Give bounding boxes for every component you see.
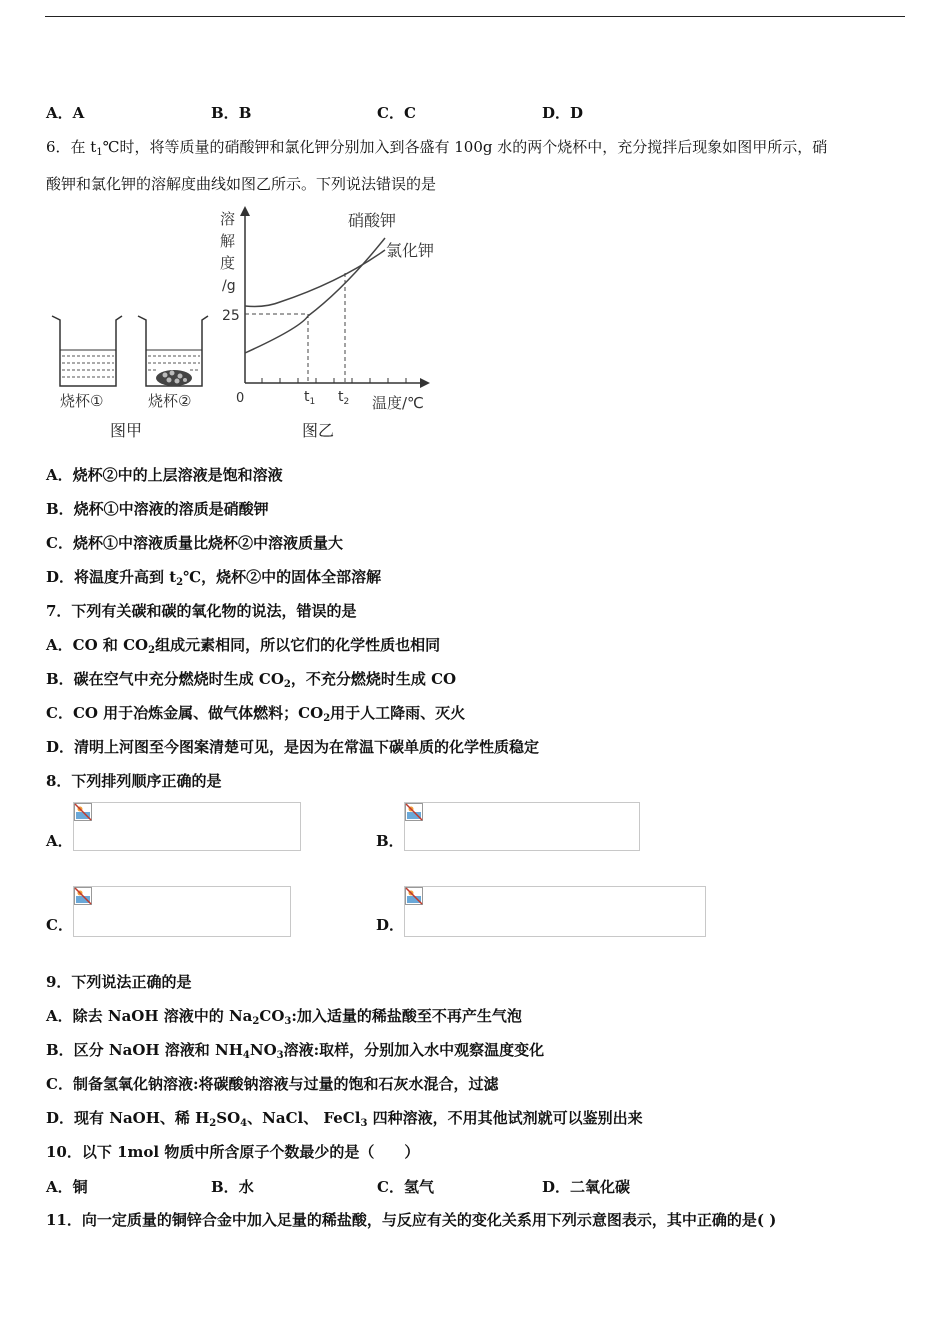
- solubility-chart: [40, 198, 434, 412]
- y-axis-label-1: 溶: [220, 210, 236, 228]
- beaker-2-label: 烧杯②: [148, 392, 192, 410]
- beaker-1-label: 烧杯①: [60, 392, 104, 410]
- q5-option-b[interactable]: B．B: [211, 104, 252, 122]
- q6-option-d[interactable]: D．将温度升高到 $t_2℃$，烧杯②中的固体全部溶解: [46, 568, 382, 588]
- q6-option-a[interactable]: A．烧杯②中的上层溶液是饱和溶液: [46, 466, 283, 484]
- kno3-series: [245, 238, 385, 353]
- broken-image-icon: [405, 887, 423, 905]
- q6-option-c[interactable]: C．烧杯①中溶液质量比烧杯②中溶液质量大: [46, 534, 343, 552]
- beaker-2: [138, 316, 208, 386]
- broken-image-icon: [74, 887, 92, 905]
- q7-option-b[interactable]: B．碳在空气中充分燃烧时生成 $CO_2$，不充分燃烧时生成 CO: [46, 670, 457, 690]
- q10-stem: 10．以下 1mol 物质中所含原子个数最少的是（ ）: [46, 1143, 420, 1161]
- series-kcl-label: 氯化钾: [386, 241, 435, 260]
- q6-figure: [40, 198, 460, 448]
- q7-stem: 7．下列有关碳和碳的氧化物的说法，错误的是: [46, 602, 357, 620]
- q9-option-c[interactable]: C．制备氢氧化钠溶液:将碳酸钠溶液与过量的饱和石灰水混合，过滤: [46, 1075, 499, 1093]
- q8-option-a-image[interactable]: [73, 802, 301, 851]
- q8-option-a-label[interactable]: A．: [46, 832, 73, 850]
- figure-b-caption: 图乙: [302, 421, 335, 440]
- y-axis-label-2: 解: [220, 232, 236, 250]
- header-rule: [45, 16, 905, 17]
- q5-option-d[interactable]: D．D: [542, 104, 584, 122]
- y-tick-25: 25: [222, 308, 240, 324]
- y-axis-label-3: 度: [220, 254, 236, 272]
- q9-stem: 9．下列说法正确的是: [46, 973, 192, 991]
- q9-option-b[interactable]: B．区分 NaOH 溶液和 $NH_4NO_3$溶液:取样，分别加入水中观察温度变化: [46, 1041, 545, 1061]
- series-kno3-label: 硝酸钾: [348, 211, 397, 230]
- q10-option-d[interactable]: D．二氧化碳: [542, 1178, 631, 1196]
- q5-option-c[interactable]: C．C: [377, 104, 416, 122]
- q7-option-c[interactable]: C．CO 用于冶炼金属、做气体燃料；$CO_2$用于人工降雨、灭火: [46, 704, 466, 724]
- q8-stem: 8．下列排列顺序正确的是: [46, 772, 222, 790]
- origin-label: 0: [236, 391, 245, 406]
- kcl-series: [245, 250, 385, 307]
- q7-option-a[interactable]: A．CO 和 $CO_2$组成元素相同，所以它们的化学性质也相同: [46, 636, 441, 656]
- beaker-1: [52, 316, 122, 386]
- t2-label: $t_2$: [338, 389, 350, 407]
- q5-option-a[interactable]: A．A: [46, 104, 85, 122]
- q8-option-b-image[interactable]: [404, 802, 640, 851]
- broken-image-icon: [74, 803, 92, 821]
- q10-option-a[interactable]: A．铜: [46, 1178, 88, 1196]
- figure-a-caption: 图甲: [110, 421, 143, 440]
- q6-stem-line1: 6．在 $t_1℃$时，将等质量的硝酸钾和氯化钾分别加入到各盛有 100g 水的两个烧杯中，充分搅拌后现象如图甲所示，硝: [46, 138, 828, 158]
- q11-stem: 11．向一定质量的铜锌合金中加入足量的稀盐酸，与反应有关的变化关系用下列示意图表示，其中正确的是( ): [46, 1211, 777, 1229]
- q10-option-b[interactable]: B．水: [211, 1178, 254, 1196]
- q9-option-d[interactable]: D．现有 NaOH、稀 $H_2SO_4$、NaCl、 FeCl$_3$ 四种溶液，不用其他试剂就可以鉴别出来: [46, 1109, 643, 1129]
- q8-option-c-image[interactable]: [73, 886, 291, 937]
- x-axis-label: 温度/℃: [372, 394, 424, 412]
- q8-option-d-image[interactable]: [404, 886, 706, 937]
- q6-option-b[interactable]: B．烧杯①中溶液的溶质是硝酸钾: [46, 500, 269, 518]
- q7-option-d[interactable]: D．清明上河图至今图案清楚可见，是因为在常温下碳单质的化学性质稳定: [46, 738, 540, 756]
- y-axis-label-4: /g: [222, 278, 236, 294]
- q6-stem-line2: 酸钾和氯化钾的溶解度曲线如图乙所示。下列说法错误的是: [46, 175, 437, 193]
- broken-image-icon: [405, 803, 423, 821]
- q9-option-a[interactable]: A．除去 NaOH 溶液中的 $Na_2CO_3$:加入适量的稀盐酸至不再产生气泡: [46, 1007, 522, 1027]
- t1-label: $t_1$: [304, 389, 316, 407]
- q10-option-c[interactable]: C．氢气: [377, 1178, 434, 1196]
- q8-option-d-label[interactable]: D．: [376, 916, 405, 934]
- q8-option-c-label[interactable]: C．: [46, 916, 73, 934]
- q8-option-b-label[interactable]: B．: [376, 832, 404, 850]
